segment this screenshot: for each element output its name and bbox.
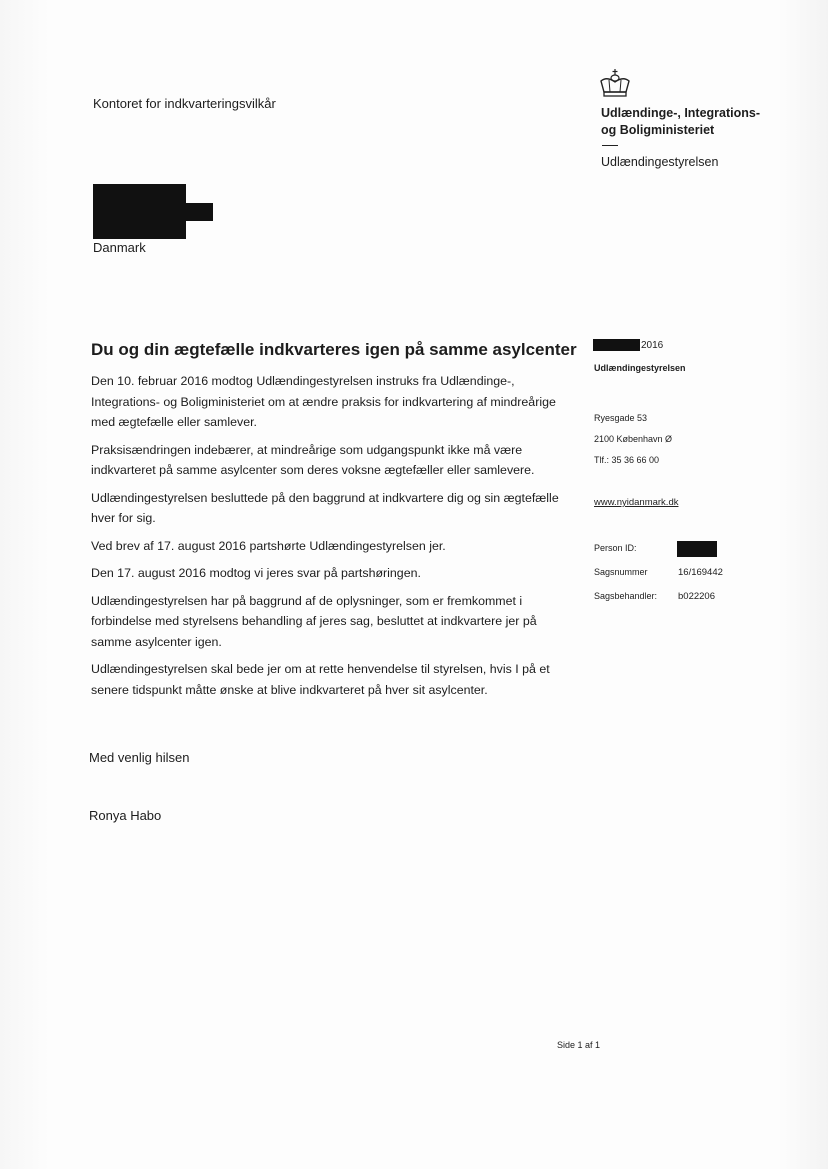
paragraph: Udlændingestyrelsen skal bede jer om at rette henvendelse til styrelsen, hvis I på et senere tidspunkt måtte ønske at blive indkvarteret på hver sit asylcenter. xyxy=(91,662,550,697)
paragraph: Ved brev af 17. august 2016 partshørte Udlændingestyrelsen jer. xyxy=(91,538,446,553)
redacted-person-id xyxy=(677,541,717,557)
street: Ryesgade 53 xyxy=(594,413,648,423)
ministry-line-1: Udlændinge-, Integrations- xyxy=(601,106,761,120)
phone: Tlf.: 35 36 66 00 xyxy=(594,455,660,465)
person-id-label: Person ID: xyxy=(594,543,637,553)
sidebar-agency: Udlændingestyrelsen xyxy=(594,363,686,373)
case-handler-label: Sagsbehandler: xyxy=(594,591,658,601)
agency-address xyxy=(594,408,672,471)
recipient-country: Danmark xyxy=(93,240,146,255)
ministry-line-2: og Boligministeriet xyxy=(601,123,715,137)
crown-icon xyxy=(598,68,632,98)
case-number: 16/169442 xyxy=(678,567,723,578)
ministry-name xyxy=(601,105,801,139)
sender-office: Kontoret for indkvarteringsvilkår xyxy=(93,96,276,111)
paragraph: Den 17. august 2016 modtog vi jeres svar på partshøringen. xyxy=(91,566,421,580)
divider xyxy=(602,145,618,146)
letter-subject: Du og din ægtefælle indkvarteres igen på samme asylcenter xyxy=(91,340,577,359)
signer-name: Ronya Habo xyxy=(89,808,162,823)
city: 2100 København Ø xyxy=(594,434,673,444)
redacted-address xyxy=(93,184,186,239)
agency-name: Udlændingestyrelsen xyxy=(601,155,719,169)
case-handler: b022206 xyxy=(678,591,715,602)
paragraph: Udlændingestyrelsen besluttede på den baggrund at indkvartere dig og sin ægtefælle hver for sig. xyxy=(91,490,559,525)
paragraph: Praksisændringen indebærer, at mindreårige som udgangspunkt ikke må være indkvarteret på samme asylcenter som deres voksne ægtefæller eller samlevere. xyxy=(91,442,535,477)
paragraph: Den 10. februar 2016 modtog Udlændingestyrelsen instruks fra Udlændinge-, Integrations- og Boligministeriet om at ændre praksis for indkvartering af mindreårige med ægtefælle eller samlever. xyxy=(91,374,556,429)
letter-body xyxy=(91,371,571,707)
closing: Med venlig hilsen xyxy=(89,750,190,765)
website-link[interactable]: www.nyidanmark.dk xyxy=(594,497,679,508)
case-number-label: Sagsnummer xyxy=(594,567,648,577)
redacted-address-fragment xyxy=(186,203,213,221)
paragraph: Udlændingestyrelsen har på baggrund af de oplysninger, som er fremkommet i forbindelse med styrelsens behandling af jeres sag, besluttet at indkvartere jer på samme asylcenter igen. xyxy=(91,593,537,649)
redacted-date xyxy=(593,339,640,351)
page-number: Side 1 af 1 xyxy=(557,1040,601,1050)
date-year: 2016 xyxy=(641,340,664,351)
